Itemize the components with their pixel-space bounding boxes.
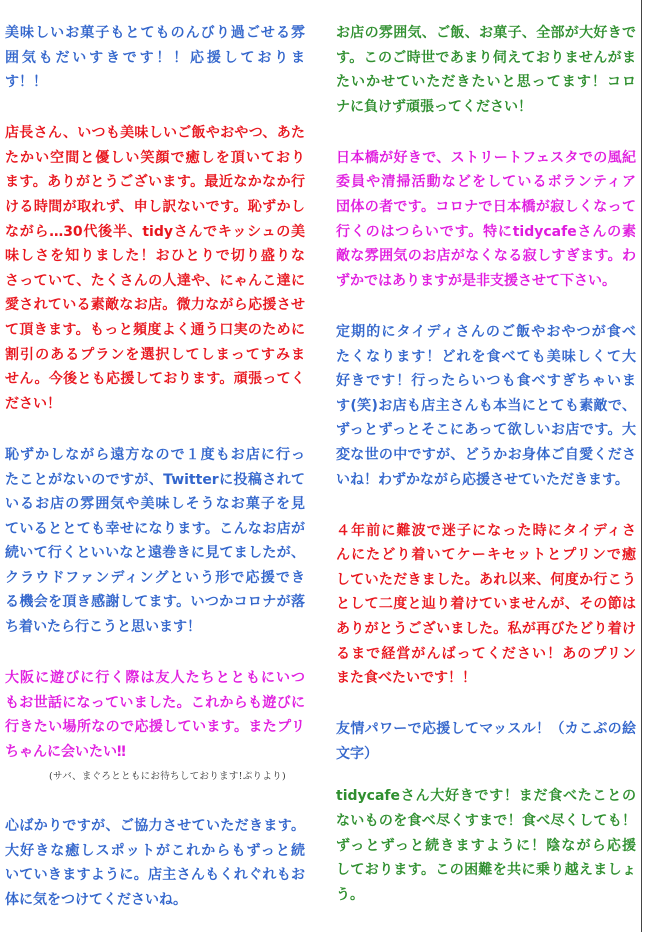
message-line: もお世話になっていました。これからも遊びに: [5, 694, 305, 711]
message-line: いね！わずかながら応援させていただきます。: [336, 471, 629, 488]
message: [336, 146, 636, 294]
message-line: たかい空間と優しい笑顔で癒しを頂いており: [5, 149, 305, 166]
message-line: 続いて行くといいなと遠巻きに見てましたが、: [5, 545, 305, 562]
message-line: 体に気をつけてくださいね。: [5, 891, 187, 908]
message-line: 店長さん、いつも美味しいご飯やおやつ、あた: [5, 125, 305, 142]
message-line: たくなります！どれを食べても美味しくて大: [336, 348, 636, 365]
message-line: 友情パワーで応援してマッスル！（カこぶの絵: [336, 721, 636, 738]
page-border-line: [641, 0, 642, 932]
message-line: ださい！: [5, 395, 61, 412]
message-line: す(笑)お店も店主さんも本当にとても素敵で、: [336, 397, 636, 414]
message-line: また食べたいです！！: [336, 670, 476, 687]
message-line: ずかではありますが是非支援させて下さい。: [336, 272, 616, 289]
message-line: す。このご時世であまり伺えておりませんがま: [336, 49, 636, 66]
message: [336, 519, 636, 691]
message-line: ないものを食べ尽くすまで！食べ尽くしても！: [336, 813, 636, 830]
message: [336, 717, 636, 766]
message-line: 団体の者です。コロナで日本橋が寂しくなって: [336, 199, 636, 216]
message-line: 心ばかりですが、ご協力させていただきます。: [5, 818, 305, 835]
message-line: 大阪に遊びに行く際は友人たちとともにいつ: [5, 670, 305, 687]
message-line: していただきました。あれ以来、何度か行こう: [336, 571, 636, 588]
handwritten-note: (サバ、まぐろとともにお待ちしております!ぷりより): [49, 770, 286, 782]
message-line: として二度と辿り着けていませんが、その節は: [336, 596, 636, 613]
message-line: ます。ありがとうございます。最近なかなか行: [5, 174, 305, 191]
message: [5, 814, 305, 912]
message-line: るまで経営がんばってください！あのプリン: [336, 645, 636, 662]
right-column: [336, 21, 636, 934]
message-line: 愛されている素敵なお店。微力ながら応援させ: [5, 297, 305, 314]
message-line: ちゃんに会いたい‼: [5, 743, 126, 760]
message-line: 大好きな癒しスポットがこれからもずっと続: [5, 842, 305, 859]
message-line: 囲気もだいすきです！！応援しておりま: [5, 49, 305, 66]
message-line: ながら…30代後半、tidyさんでキッシュの美: [5, 223, 305, 240]
message-line: 行きたい場所なので応援しています。またプリ: [5, 719, 305, 736]
message-line: 文字）: [336, 745, 378, 762]
message: [336, 784, 636, 907]
message-line: 割引のあるプランを選択してしまってすみま: [5, 346, 305, 363]
message-line: お店の雰囲気、ご飯、お菓子、全部が大好きで: [336, 25, 636, 41]
message-line: せん。今後とも応援しております。頑張ってく: [5, 371, 305, 388]
message-line: 定期的にタイディさんのご飯やおやつが食べ: [336, 323, 636, 340]
message-line: ずっとずっとそこにあって欲しいお店です。大: [336, 422, 636, 439]
message-line: たことがないのですが、Twitterに投稿されて: [5, 471, 305, 488]
message-line: う。: [336, 886, 364, 903]
message-line: いていきますように。店主さんもくれぐれもお: [5, 867, 305, 884]
message: [336, 21, 636, 119]
message-line: ずっとずっと続きますように！陰ながら応援: [336, 837, 636, 854]
message-line: ち着いたら行こうと思います！: [5, 619, 201, 636]
left-column: [5, 21, 305, 939]
message-line: 委員や清掃活動などをしているボランティア: [336, 174, 636, 191]
message: [336, 320, 636, 492]
message: [5, 666, 305, 787]
message-line: いるお店の雰囲気や美味しそうなお菓子を見: [5, 496, 305, 513]
message-line: ける時間が取れず、申し訳ないです。恥ずかし: [5, 199, 305, 216]
message-line: す！！: [5, 74, 47, 91]
message-line: 行くのはつらいです。特にtidycafeさんの素: [336, 223, 636, 240]
message-line: 日本橋が好きで、ストリートフェスタでの風紀: [336, 149, 636, 166]
message-line: 味しさを知りました！おひとりで切り盛りな: [5, 248, 305, 265]
message: [5, 443, 305, 640]
message-line: ありがとうございました。私が再びたどり着け: [336, 620, 636, 637]
message-line: 好きです！行ったらいつも食べすぎちゃいま: [336, 373, 636, 390]
message-line: て頂きます。もっと頻度よく通う口実のために: [5, 322, 305, 339]
message-line: クラウドファンディングという形で応援でき: [5, 569, 305, 586]
message-line: しております。この困難を共に乗り越えましょ: [336, 862, 636, 879]
message-line: 敵な雰囲気のお店がなくなる寂しすぎます。わ: [336, 248, 636, 265]
message-line: ナに負けず頑張ってください！: [336, 98, 532, 115]
message-line: たいかせていただきたいと思ってます！コロ: [336, 74, 636, 91]
message-line: 変な世の中ですが、どうかお身体ご自愛くださ: [336, 446, 636, 463]
message-line: tidycafeさん大好きです！まだ食べたことの: [336, 788, 636, 805]
message-line: んにたどり着いてケーキセットとプリンで癒: [336, 547, 636, 564]
message-line: る機会を頂き感謝してます。いつかコロナが落: [5, 594, 305, 611]
message: [5, 121, 305, 416]
message-line: ているととても幸せになります。こんなお店が: [5, 520, 305, 537]
message: [5, 21, 305, 95]
message-line: 恥ずかしながら遠方なので１度もお店に行っ: [5, 446, 305, 463]
message-line: ４年前に難波で迷子になった時にタイディさ: [336, 522, 636, 539]
message-line: 美味しいお菓子もとてものんびり過ごせる雰: [5, 25, 305, 41]
message-line: さっていて、たくさんの人達や、にゃんこ達に: [5, 272, 305, 289]
